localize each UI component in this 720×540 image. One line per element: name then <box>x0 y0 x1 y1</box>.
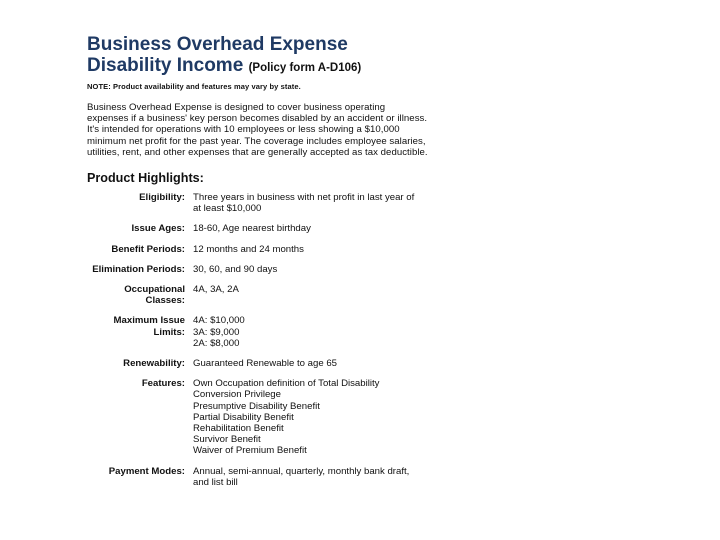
highlight-value-line: 4A, 3A, 2A <box>193 284 239 296</box>
highlight-row <box>87 244 467 255</box>
highlight-value-line: Presumptive Disability Benefit <box>193 400 320 412</box>
highlight-row <box>87 223 467 234</box>
highlight-label <box>87 466 193 488</box>
highlight-label-line: Issue Ages: <box>131 223 185 235</box>
highlight-label <box>87 315 193 349</box>
document-title <box>87 34 467 79</box>
highlight-label-line: Occupational <box>124 284 185 296</box>
highlight-value-line: Conversion Privilege <box>193 389 281 401</box>
highlight-label <box>87 284 193 306</box>
highlight-label-line: Payment Modes: <box>108 465 185 477</box>
intro-line: minimum net profit for the past year. The coverage includes employee salaries, <box>87 135 426 147</box>
highlight-value-line: Survivor Benefit <box>193 434 261 446</box>
highlight-row <box>87 284 467 306</box>
highlight-label-line: Eligibility: <box>139 192 185 204</box>
highlight-label-line: Elimination Periods: <box>92 263 185 275</box>
highlight-value-line: at least $10,000 <box>193 203 262 215</box>
intro-line: utilities, rent, and other expenses that are generally accepted as tax deductible. <box>87 146 428 158</box>
highlight-row <box>87 264 467 275</box>
highlight-label <box>87 264 193 275</box>
title-line-2 <box>87 55 467 79</box>
highlight-label <box>87 192 193 214</box>
highlight-value-line: 3A: $9,000 <box>193 326 240 338</box>
highlight-row <box>87 358 467 369</box>
document-page <box>87 34 467 488</box>
title-line-1: Business Overhead Expense <box>87 34 348 55</box>
availability-note: NOTE: Product availability and features may vary by state. <box>87 82 301 91</box>
highlight-value <box>193 223 467 234</box>
intro-paragraph <box>87 102 467 158</box>
highlight-value <box>193 244 467 255</box>
highlight-value-line: 12 months and 24 months <box>193 243 304 255</box>
intro-line: Business Overhead Expense is designed to cover business operating <box>87 102 386 113</box>
highlight-value-line: Own Occupation definition of Total Disability <box>193 378 380 390</box>
highlight-row <box>87 315 467 349</box>
highlight-label <box>87 244 193 255</box>
highlight-value-line: 2A: $8,000 <box>193 337 240 349</box>
highlight-value-line: Three years in business with net profit in last year of <box>193 192 415 204</box>
highlight-label-line: Classes: <box>145 295 185 307</box>
intro-line: It's intended for operations with 10 employees or less showing a $10,000 <box>87 124 400 136</box>
highlight-label-line: Maximum Issue <box>113 315 185 327</box>
highlight-value-line: 4A: $10,000 <box>193 315 245 327</box>
highlight-value-line: Guaranteed Renewable to age 65 <box>193 358 338 370</box>
highlight-value <box>193 192 467 214</box>
highlight-label <box>87 223 193 234</box>
highlight-value-line: 30, 60, and 90 days <box>193 263 278 275</box>
highlight-row <box>87 378 467 456</box>
highlights-heading: Product Highlights: <box>87 171 204 186</box>
highlight-label <box>87 358 193 369</box>
highlight-label <box>87 378 193 456</box>
highlight-label-line: Features: <box>141 378 185 390</box>
highlight-label-line: Benefit Periods: <box>111 243 185 255</box>
highlight-value <box>193 315 467 349</box>
intro-line: expenses if a business' key person becomes disabled by an accident or illness. <box>87 113 428 125</box>
highlights-list <box>87 192 467 488</box>
highlight-value <box>193 358 467 369</box>
highlight-value-line: Waiver of Premium Benefit <box>193 445 307 457</box>
highlight-value <box>193 378 467 456</box>
highlight-label-line: Renewability: <box>123 358 185 370</box>
highlight-value-line: Rehabilitation Benefit <box>193 423 284 435</box>
policy-form-note: (Policy form A-D106) <box>248 62 362 74</box>
highlight-row <box>87 192 467 214</box>
highlight-label-line: Limits: <box>153 326 185 338</box>
highlight-row <box>87 466 467 488</box>
highlight-value-line: and list bill <box>193 476 238 488</box>
highlight-value <box>193 284 467 306</box>
highlight-value <box>193 466 467 488</box>
highlight-value-line: Partial Disability Benefit <box>193 411 294 423</box>
highlight-value-line: 18-60, Age nearest birthday <box>193 223 311 235</box>
title-product-name: Disability Income <box>87 55 244 76</box>
highlight-value <box>193 264 467 275</box>
highlight-value-line: Annual, semi-annual, quarterly, monthly bank draft, <box>193 465 410 477</box>
